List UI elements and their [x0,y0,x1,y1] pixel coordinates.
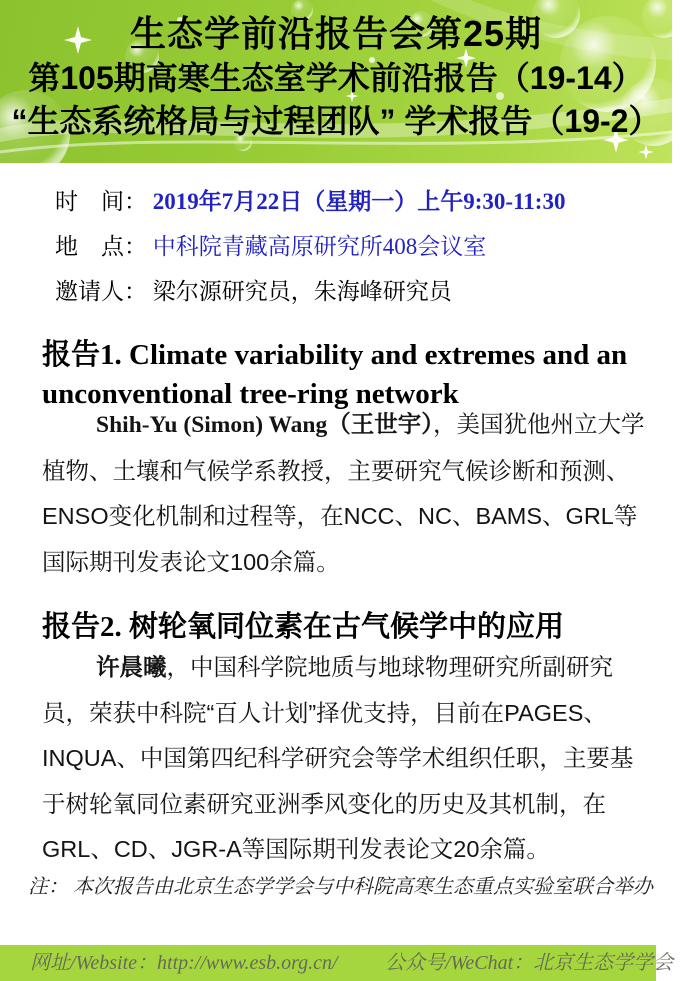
talk2-bio-text: ，中国科学院地质与地球物理研究所副研究员，荣获中科院“百人计划”择优支持，目前在PAGES、INQUA、中国第四纪科学研究会等学术组织任职，主要基于树轮氧同位素研究亚洲季风变化的历史及其机制，在GRL、CD、JGR-A等国际期刊发表论文20余篇。 [42,654,634,862]
talk1-speaker-name: Shih-Yu (Simon) Wang（王世宇） [96,412,433,438]
talk2-speaker-bio [42,645,652,873]
wechat-info [385,945,673,981]
time-label: 时 间： [55,189,147,214]
location-row [55,224,565,269]
talk1-bio-text: ，美国犹他州立大学植物、土壤和气候学系教授，主要研究气候诊断和预测、ENSO变化机制和过程等，在NCC、NC、BAMS、GRL等国际期刊发表论文100余篇。 [42,411,645,575]
poster-header [0,0,672,163]
website-url[interactable]: http://www.esb.org.cn/ [157,952,338,974]
wechat-label: 公众号/WeChat： [385,952,534,974]
talk2-speaker-name: 许晨曦 [96,654,167,680]
header-titles [0,0,672,143]
website-label: 网址/Website： [30,952,158,974]
time-value: 2019年7月22日（星期一）上午9:30-11:30 [152,189,566,214]
talk1-number: 报告1. [42,339,130,371]
talk2-number: 报告2. [42,611,130,643]
talk1-title: Climate variability and extremes and an unconventional tree-ring network [42,339,628,410]
website-info [30,945,338,981]
wechat-account: 北京生态学学会 [533,952,674,974]
footer-bar [0,945,674,981]
talk2-title: 树轮氧同位素在古气候学中的应用 [129,611,565,643]
event-info [55,179,565,314]
talk1-speaker-bio [42,402,652,585]
inviter-row [55,269,565,314]
series-title: 生态学前沿报告会第25期 [129,13,543,54]
inviter-value: 梁尔源研究员，朱海峰研究员 [152,279,452,304]
location-label: 地 点： [55,234,147,259]
session-subtitle: 第105期高寒生态室学术前沿报告（19-14） [28,60,644,96]
time-row [55,179,565,224]
inviter-label: 邀请人： [55,279,147,304]
talk2-heading [42,608,648,647]
organizer-note: 注： 本次报告由北京生态学学会与中科院高寒生态重点实验室联合举办 [28,876,653,898]
team-subtitle: “生态系统格局与过程团队” 学术报告（19-2） [11,103,661,139]
location-value: 中科院青藏高原研究所408会议室 [152,234,487,259]
